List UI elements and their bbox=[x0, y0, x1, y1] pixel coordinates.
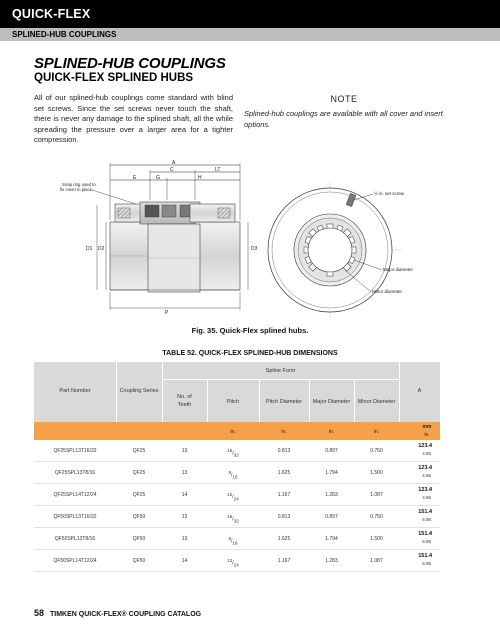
section-bar bbox=[0, 0, 500, 28]
col-minor-diameter: Minor Diameter bbox=[357, 399, 396, 405]
col-pitch: Pitch bbox=[226, 399, 240, 405]
cell-part: QF25SPL13T8/16 bbox=[54, 470, 96, 476]
page-subtitle: QUICK-FLEX SPLINED HUBS bbox=[34, 72, 194, 84]
cell-a-in: 4.86 bbox=[422, 495, 431, 500]
cell-series: QF50 bbox=[132, 536, 146, 542]
cell-a-mm: 123.4 bbox=[418, 487, 432, 493]
col-part-number: Part Number bbox=[59, 388, 91, 394]
dim-g-label: G bbox=[156, 175, 160, 181]
cell-a-in: 5.96 bbox=[422, 539, 431, 544]
cell-a-mm: 123.4 bbox=[418, 443, 432, 449]
col-spline-form: Spline Form bbox=[265, 368, 296, 374]
cell-a-in: 4.86 bbox=[422, 451, 431, 456]
cell-part: QF25SPL14T12/24 bbox=[53, 492, 97, 498]
cell-pitch: $^{16}/_{32}$ bbox=[227, 448, 239, 458]
table-row bbox=[34, 462, 440, 484]
units-row bbox=[34, 422, 440, 440]
cell-minor-diameter: 1.500 bbox=[370, 470, 383, 476]
coupling-end-view bbox=[268, 182, 414, 318]
page-number: 58 bbox=[34, 608, 45, 618]
cell-series: QF50 bbox=[132, 558, 146, 564]
dim-d3-label: D3 bbox=[251, 246, 258, 252]
cell-minor-diameter: 1.087 bbox=[370, 558, 383, 564]
dim-a-label: A bbox=[172, 160, 176, 166]
dim-lt-label: LT bbox=[215, 167, 221, 173]
coupling-drawing bbox=[0, 160, 500, 322]
dim-e-label: E bbox=[133, 175, 137, 181]
cell-pitch-diameter: 1.167 bbox=[277, 558, 291, 564]
cell-major-diameter: 1.283 bbox=[325, 558, 338, 564]
cell-a-in: 4.86 bbox=[422, 473, 431, 478]
unit-minor-diameter: in. bbox=[373, 429, 380, 435]
set-screw-label: ½ in. set screw bbox=[374, 191, 405, 196]
cell-teeth: 13 bbox=[181, 514, 188, 520]
cell-part: QF50SPL13T8/16 bbox=[54, 536, 96, 542]
dim-h-label: H bbox=[198, 175, 202, 181]
cell-pitch-diameter: 0.813 bbox=[277, 514, 291, 520]
page-title: SPLINED-HUB COUPLINGS bbox=[34, 55, 226, 72]
cell-pitch: $^8/_{16}$ bbox=[228, 536, 238, 546]
cell-pitch: $^{12}/_{24}$ bbox=[227, 492, 239, 502]
dim-p-label: P bbox=[165, 310, 169, 316]
cell-pitch-diameter: 1.625 bbox=[277, 536, 291, 542]
unit-major-diameter: in. bbox=[328, 429, 335, 435]
cell-part: QF50SPL13T16/32 bbox=[53, 514, 97, 520]
cell-minor-diameter: 0.750 bbox=[370, 514, 383, 520]
page-footer bbox=[34, 608, 201, 618]
cell-teeth: 14 bbox=[181, 558, 188, 564]
cell-teeth: 13 bbox=[181, 470, 188, 476]
cell-teeth: 13 bbox=[181, 448, 188, 454]
cell-minor-diameter: 1.500 bbox=[370, 536, 383, 542]
note-heading: NOTE bbox=[330, 94, 358, 104]
snap-ring-label: Snap ring used to bbox=[62, 182, 96, 187]
cell-pitch-diameter: 1.167 bbox=[277, 492, 291, 498]
cell-series: QF25 bbox=[132, 470, 146, 476]
section-title: QUICK-FLEX bbox=[12, 7, 91, 21]
cell-major-diameter: 1.794 bbox=[325, 470, 338, 476]
col-pitch-diameter: Pitch Diameter bbox=[265, 399, 303, 405]
cell-series: QF50 bbox=[132, 514, 146, 520]
table-row bbox=[34, 528, 440, 550]
cell-pitch-diameter: 0.813 bbox=[277, 448, 291, 454]
table-caption: TABLE 52. QUICK-FLEX SPLINED-HUB DIMENSIONS bbox=[162, 350, 338, 357]
right-hub bbox=[195, 222, 240, 290]
unit-a-in: in. bbox=[424, 432, 430, 438]
table-header bbox=[34, 362, 440, 422]
cell-major-diameter: 1.283 bbox=[325, 492, 338, 498]
dim-d2-label: D2 bbox=[98, 246, 105, 252]
col-a: A bbox=[417, 388, 422, 394]
cell-teeth: 14 bbox=[181, 492, 188, 498]
major-diameter-label: Major diameter bbox=[383, 267, 414, 272]
coupling-side-view bbox=[60, 160, 258, 316]
minor-diameter-label: Minor diameter bbox=[372, 289, 403, 294]
table-row bbox=[34, 506, 440, 528]
unit-pitch: in. bbox=[230, 429, 236, 435]
cell-a-mm: 151.4 bbox=[418, 509, 432, 515]
cell-pitch: $^8/_{16}$ bbox=[228, 470, 238, 480]
intro-paragraph: All of our splined-hub couplings come standard with blind set screws. Since the set screws never touch the shaft, there is never any damage to the splined shaft, all the while spreading the pressure over a larger area for a tighter compression. bbox=[34, 93, 233, 145]
subsection-bar bbox=[0, 28, 500, 41]
subsection-title: SPLINED-HUB COUPLINGS bbox=[12, 29, 117, 39]
table-row bbox=[34, 484, 440, 506]
cell-a-mm: 151.4 bbox=[418, 531, 432, 537]
cell-series: QF25 bbox=[132, 492, 146, 498]
unit-pitch-diameter: in. bbox=[281, 429, 287, 435]
snap-ring-label-2: fix cover in place. bbox=[60, 187, 94, 192]
col-teeth-2: Teeth bbox=[177, 402, 192, 408]
table-row bbox=[34, 440, 440, 462]
cell-a-mm: 151.4 bbox=[418, 553, 432, 559]
cell-minor-diameter: 0.750 bbox=[370, 448, 383, 454]
cell-part: QF25SPL13T16/32 bbox=[53, 448, 97, 454]
footer-text: TIMKEN QUICK-FLEX® COUPLING CATALOG bbox=[49, 611, 202, 618]
table-row bbox=[34, 550, 440, 572]
cell-pitch: $^{16}/_{32}$ bbox=[227, 514, 239, 524]
cell-major-diameter: 0.897 bbox=[325, 514, 338, 520]
figure-caption: Fig. 35. Quick-Flex splined hubs. bbox=[191, 326, 309, 335]
cell-series: QF25 bbox=[132, 448, 146, 454]
col-coupling-series: Coupling Series bbox=[119, 388, 159, 394]
coupling-figure bbox=[0, 160, 500, 322]
cell-pitch-diameter: 1.625 bbox=[277, 470, 291, 476]
cell-major-diameter: 0.897 bbox=[325, 448, 338, 454]
dim-d1-label: D1 bbox=[86, 246, 93, 252]
col-teeth: No. of bbox=[177, 394, 192, 400]
cell-part: QF50SPL14T12/24 bbox=[53, 558, 97, 564]
col-major-diameter: Major Diameter bbox=[312, 399, 351, 405]
cell-pitch: $^{12}/_{24}$ bbox=[227, 558, 239, 568]
cell-teeth: 13 bbox=[181, 536, 188, 542]
cell-a-in: 5.96 bbox=[422, 517, 431, 522]
note-text: Splined-hub couplings are available with all cover and insert options. bbox=[244, 109, 443, 129]
cell-a-mm: 123.4 bbox=[418, 465, 432, 471]
dim-c-label: C bbox=[170, 167, 174, 173]
cell-major-diameter: 1.794 bbox=[325, 536, 338, 542]
unit-a-mm: mm bbox=[422, 424, 432, 430]
cell-minor-diameter: 1.087 bbox=[370, 492, 383, 498]
splined-bore bbox=[308, 228, 352, 272]
cell-a-in: 5.96 bbox=[422, 561, 431, 566]
